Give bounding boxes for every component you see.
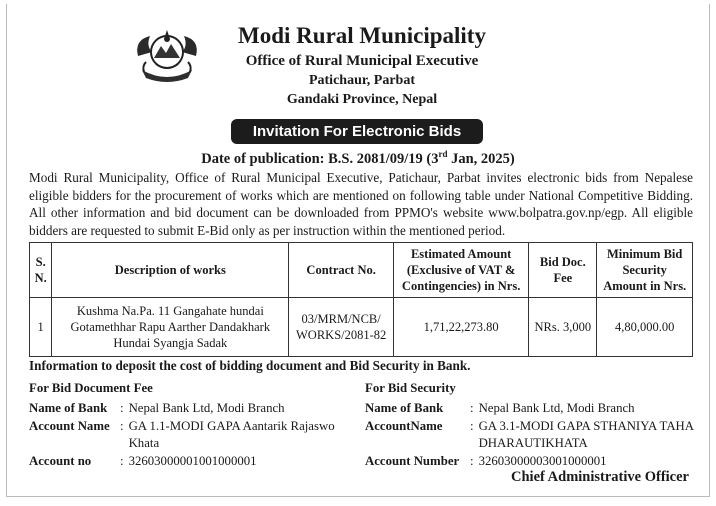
signature-title: Chief Administrative Officer <box>511 469 689 485</box>
bank-label: Name of Bank <box>365 400 444 415</box>
notice-title-banner: Invitation For Electronic Bids <box>231 119 483 144</box>
header-description: Description of works <box>52 243 289 298</box>
bank-value: Nepal Bank Ltd, Modi Branch <box>478 400 635 415</box>
separator: : <box>470 400 474 415</box>
header <box>200 22 524 109</box>
works-table <box>29 242 693 357</box>
address-line-1: Patichaur, Parbat <box>308 73 416 88</box>
separator: : <box>120 400 124 415</box>
header-estimated-amount: Estimated Amount (Exclusive of VAT & Contingencies) in Nrs. <box>394 243 529 298</box>
cell-bid-security: 4,80,000.00 <box>597 298 693 357</box>
bid-doc-account-no-row <box>29 453 349 470</box>
account-name-value: GA 1.1-MODI GAPA Aantarik Rajaswo Khata <box>128 419 335 450</box>
header-bid-doc-fee: Bid Doc. Fee <box>529 243 597 298</box>
bid-security-section <box>365 380 695 470</box>
cell-bid-doc-fee: NRs. 3,000 <box>529 298 597 357</box>
publication-date-prefix: Date of publication: B.S. 2081/09/19 (3 <box>201 150 439 167</box>
cell-description: Kushma Na.Pa. 11 Gangahate hundai Gotamethhar Rapu Aarther Dandakhark Hundai Syangja Sadak <box>52 298 289 357</box>
account-no-value: 32603000001001000001 <box>128 454 257 468</box>
cell-estimated-amount: 1,71,22,273.80 <box>394 298 529 357</box>
separator: : <box>470 419 474 433</box>
office-name: Office of Rural Municipal Executive <box>245 53 479 69</box>
separator: : <box>470 454 474 468</box>
bid-security-bank-row <box>365 400 695 417</box>
publication-date-sup: rd <box>438 149 448 159</box>
deposit-info-title: Information to deposit the cost of bidding document and Bid Security in Bank. <box>29 358 471 373</box>
account-name-label: AccountName <box>365 419 443 433</box>
bid-doc-fee-section <box>29 380 349 470</box>
cell-sn: 1 <box>30 298 52 357</box>
account-name-label: Account Name <box>29 419 110 433</box>
bid-doc-fee-title: For Bid Document Fee <box>29 381 153 395</box>
bank-label: Name of Bank <box>29 400 108 415</box>
header-sn: S. N. <box>30 243 52 298</box>
separator: : <box>120 454 124 468</box>
nepal-government-emblem-icon <box>132 28 202 84</box>
address-line-2: Gandaki Province, Nepal <box>286 92 438 107</box>
bid-doc-bank-row <box>29 400 349 417</box>
org-name: Modi Rural Municipality <box>238 23 486 48</box>
table-row <box>30 298 693 357</box>
account-number-value: 32603000003001000001 <box>478 454 607 468</box>
bank-value: Nepal Bank Ltd, Modi Branch <box>128 400 285 415</box>
account-number-label: Account Number <box>365 454 460 468</box>
header-contract-no: Contract No. <box>289 243 394 298</box>
bid-security-account-name-row <box>365 418 695 451</box>
publication-date <box>0 149 716 168</box>
bid-doc-account-name-row <box>29 418 349 451</box>
bid-security-title: For Bid Security <box>365 381 456 395</box>
bid-security-account-number-row <box>365 453 695 470</box>
separator: : <box>120 419 124 433</box>
publication-date-suffix: Jan, 2025) <box>447 150 515 167</box>
header-bid-security: Minimum Bid Security Amount in Nrs. <box>597 243 693 298</box>
table-header-row <box>30 243 693 298</box>
intro-paragraph: Modi Rural Municipality, Office of Rural Municipal Executive, Patichaur, Parbat invites electronic bids from Nepalese eligible bidders for the procurement of works which are mentioned on following table under National Competitive Bidding. All other information and bid document can be downloaded from PPMO's website www.bolpatra.gov.np/egp. All eligible bidders are requested to submit E-Bid only as per instruction within the mentioned period. <box>29 170 693 238</box>
account-no-label: Account no <box>29 454 92 468</box>
cell-contract-no: 03/MRM/NCB/ WORKS/2081-82 <box>289 298 394 357</box>
account-name-value: GA 3.1-MODI GAPA STHANIYA TAHA DHARAUTIKHATA <box>478 419 694 450</box>
